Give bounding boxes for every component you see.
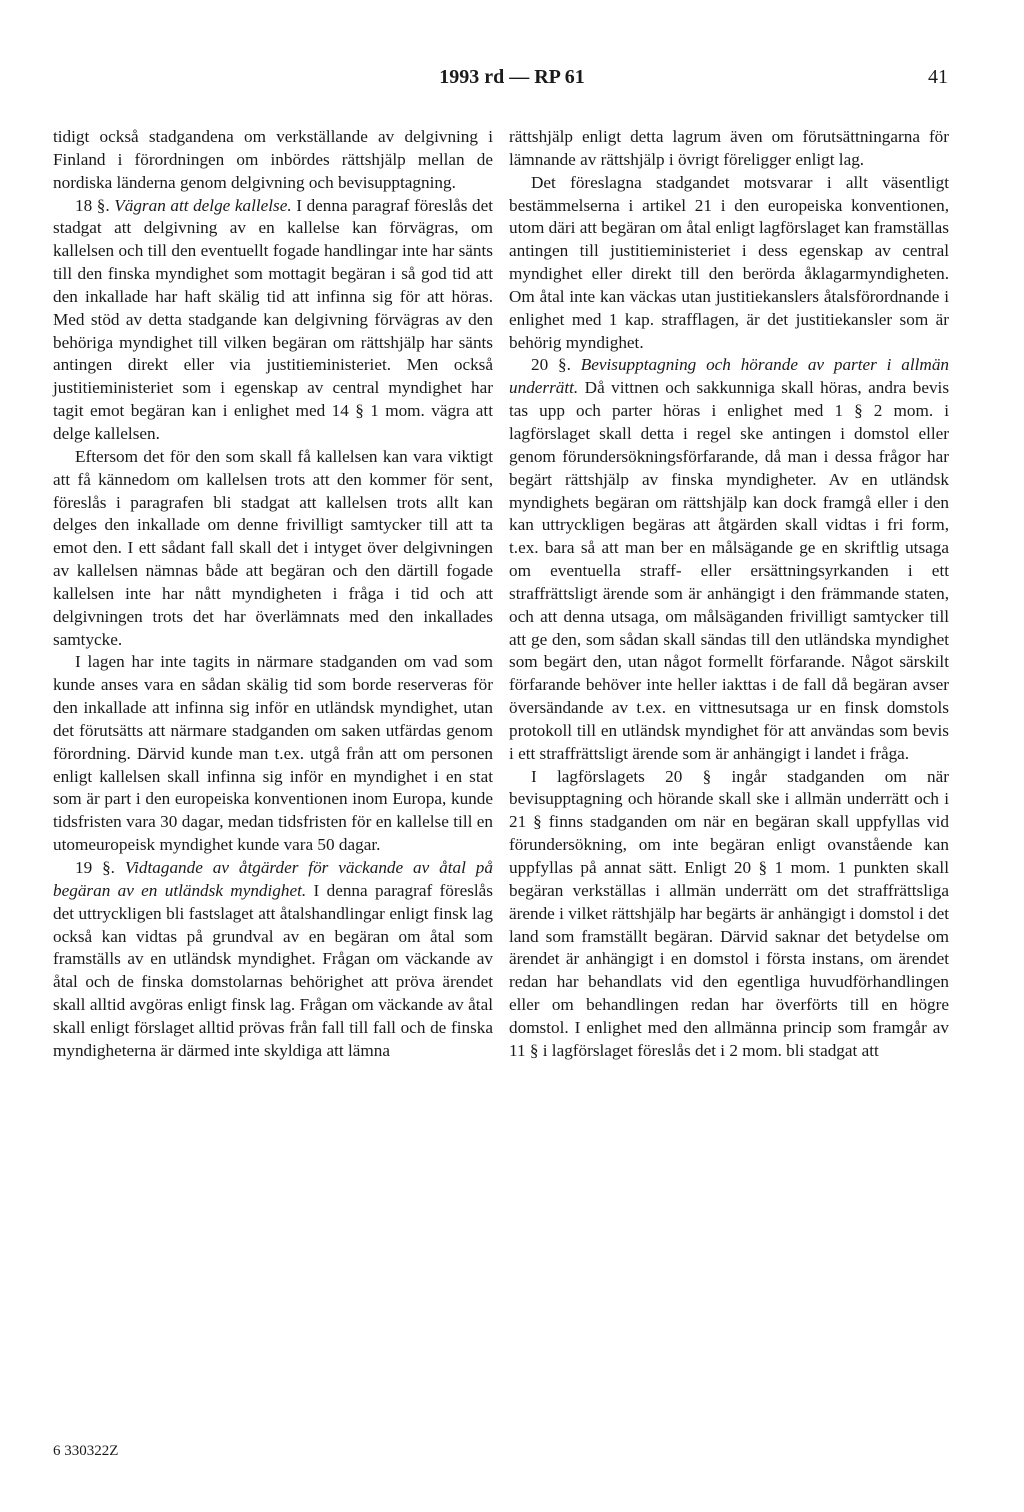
section-number: 19 §. — [75, 858, 115, 877]
paragraph: rättshjälp enligt detta lagrum även om förutsättningarna för lämnande av rättshjälp i övrigt föreligger enligt lag. — [509, 127, 949, 169]
paragraph: tidigt också stadgandena om verkställande av delgivning i Finland i förordningen om inbördes rättshjälp mellan de nordiska länderna genom delgivning och bevisupptagning. — [53, 127, 493, 192]
section-number: 20 §. — [531, 355, 571, 375]
section-text: I denna paragraf föreslås det stadgat att delgivning av en kallelse kan förvägras, om kallelsen och till den eventuellt fogade handlingar inte har sänts till den finska myndighet som mottagit begäran i så god tid att den inkallade har haft skälig tid att infinna sig för att höras. Med stöd av detta stadgande kan delgivning förvägras av den behöriga myndighet till vilken begäran om rättshjälp har sänts antingen direkt eller via justitieministeriet. Men också justitieministeriet som i egenskap av central myndighet har tagit emot begäran kan i enlighet med 14 § 1 mom. vägra att delge kallelsen. — [53, 195, 494, 443]
page-number: 41 — [928, 66, 948, 88]
paragraph: Eftersom det för den som skall få kallelsen kan vara viktigt att få kännedom om kallelsen trots att den kommer för sent, föreslås i paragrafen bli stadgat att kallelsen trots allt kan delges den inkallade om denne frivilligt samtycker till att ta emot den. I ett sådant fall skall det i intyget över delgivningen av kallelsen nämnas både att begäran och den därtill fogade kallelsen inte har nått myndigheten i fråga i tid och att delgivningen trots det har överlämnats med den inkallades samtycke. — [53, 446, 493, 649]
section-heading: Vägran att delge kallelse. — [114, 195, 292, 215]
page-header — [0, 66, 1024, 96]
section-20 — [509, 354, 949, 765]
section-number: 18 §. — [75, 195, 110, 215]
right-column — [509, 126, 949, 1063]
section-heading: Vidtagande av åtgärder för väckande av åtal på begäran av en utländsk myndighet. — [53, 858, 493, 900]
section-text: I denna paragraf föreslås det uttryckligen bli fastslaget att åtalshandlingar enligt finsk lag också kan vidtas på grundval av en begäran om åtal som framställs av en utländsk myndighet. Frågan om väckande av åtal och de finska domstolarnas behörighet att pröva ärendet skall alltid avgöras enligt finsk lag. Frågan om väckande av åtal skall enligt förslaget alltid prövas från fall till fall och de finska myndigheterna är därmed inte skyldiga att lämna — [53, 880, 493, 1060]
section-heading: Bevisupptagning och hörande av parter i allmän underrätt. — [509, 355, 950, 398]
left-column — [53, 126, 493, 1063]
paragraph: Det föreslagna stadgandet motsvarar i allt väsentligt bestämmelserna i artikel 21 i den europeiska konventionen, utom däri att begäran om åtal enligt lagförslaget kan framställas antingen till justitieministeriet i dess egenskap av central myndighet eller direkt till den berörda åklagarmyndigheten. Om åtal inte kan väckas utan justitiekanslers åtalsförordnande i enlighet med 1 kap. strafflagen, är det justitiekansler som är behörig myndighet. — [509, 172, 949, 352]
paragraph: I lagförslagets 20 § ingår stadganden om när bevisupptagning och hörande skall ske i allmän underrätt och i 21 § finns stadganden om när en begäran skall uppfyllas vid förundersökning, om inte begäran enligt ovanstående kan uppfyllas på annat sätt. Enligt 20 § 1 mom. 1 punkten skall begäran verkställas i allmän underrätt om det straffrättsliga ärende i vilket rättshjälp har begärts är anhängigt i domstol i det land som framställt begäran. Därvid saknar det betydelse om ärendet är anhängigt i en domstol i första instans, om ärendet redan har behandlats vid den egentliga huvudförhandlingen eller om behandlingen redan har överförts till en högre domstol. I enlighet med den allmänna princip som framgår av 11 § i lagförslaget föreslås det i 2 mom. bli stadgat att — [509, 766, 949, 1060]
print-code: 6 330322Z — [53, 1443, 119, 1459]
section-text: Då vittnen och sakkunniga skall höras, andra bevis tas upp och parter höras i enlighet med 1 § 2 mom. i lagförslaget skall detta i regel ske antingen i domstol eller genom förundersökningsförfarande, då man i dessa frågor har begärt rättshjälp av finska myndigheter. Av en utländsk myndighets begäran om rättshjälp kan dock framgå eller i den kan uttryckligen begäras att åtgärden skall vidtas i fri form, t.ex. bara så att man ber en målsägande ge en skriftlig utsaga om eventuella straff- eller ersättningsyrkanden i ett straffrättsligt ärende som är anhängigt i den främmande staten, och att denna utsaga, om målsäganden frivilligt samtycker till att ge den, som sådan skall sändas till den utländska myndighet som begärt den, utan något formellt förfarande. Något särskilt förfarande behöver inte heller iakttas i de fall då begäran avser översändande av t.ex. en vittnesutsaga ur en finsk domstols protokoll till en utländsk myndighet för att användas som bevis i ett straffrättsligt ärende som är anhängigt i landet i fråga. — [509, 378, 950, 763]
section-18 — [53, 195, 493, 446]
running-title: 1993 rd — RP 61 — [439, 66, 585, 88]
paragraph: I lagen har inte tagits in närmare stadganden om vad som kunde anses vara en sådan skälig tid som borde reserveras för den inkallade att infinna sig inför en utländsk myndighet, utan det förutsätts att närmare stadganden om saken utfärdas genom förordning. Därvid kunde man t.ex. utgå från att om personen enligt kallelsen skall infinna sig inför en myndighet i en stat som är part i den europeiska konventionen inom Europa, kunde tidsfristen vara 30 dagar, medan tidsfristen för en kallelse till en utomeuropeisk myndighet kunde vara 50 dagar. — [53, 652, 493, 855]
section-19 — [53, 857, 493, 1063]
